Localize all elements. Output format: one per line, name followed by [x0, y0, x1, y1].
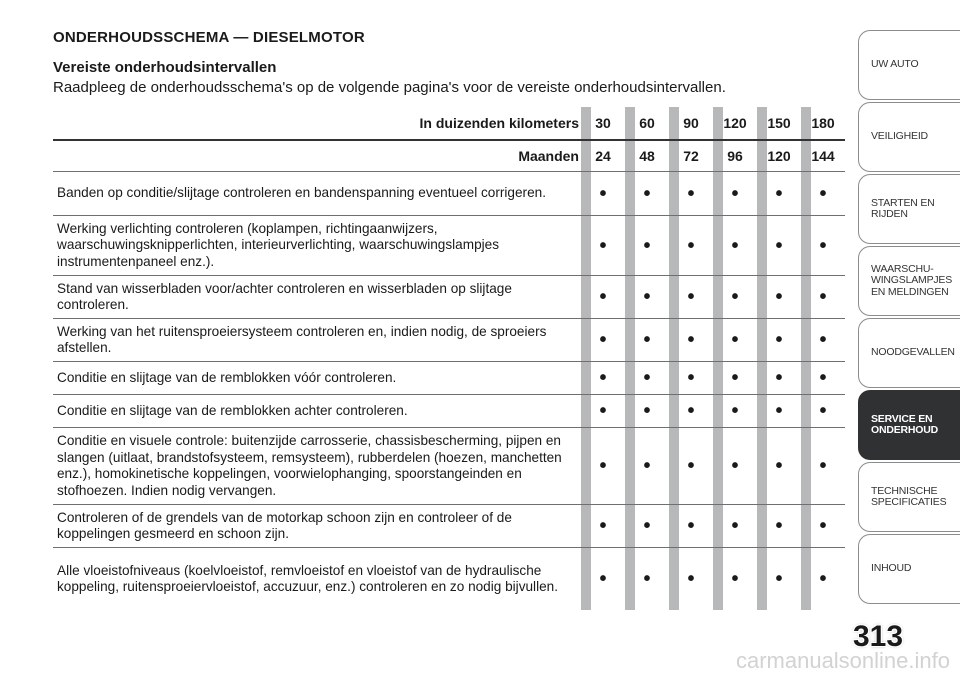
months-value: 96 [727, 148, 743, 164]
interval-cell [625, 548, 669, 610]
table-row [53, 276, 845, 319]
interval-cell [801, 172, 845, 215]
check-dot: • [643, 568, 651, 590]
chapter-tab-label: SERVICE EN ONDERHOUD [871, 412, 939, 436]
check-dot: • [643, 400, 651, 422]
months-value: 72 [683, 148, 699, 164]
check-dot: • [687, 367, 695, 389]
check-dot: • [775, 455, 783, 477]
interval-cell [757, 172, 801, 215]
check-dot: • [687, 515, 695, 537]
interval-cell [757, 395, 801, 427]
interval-cell [713, 276, 757, 318]
chapter-tab[interactable] [858, 318, 960, 388]
check-dot: • [775, 234, 783, 257]
check-dot: • [599, 286, 607, 308]
interval-cell [581, 276, 625, 318]
months-value: 120 [767, 148, 791, 164]
check-dot: • [775, 367, 783, 389]
interval-cell [713, 362, 757, 394]
interval-cell [801, 276, 845, 318]
table-row [53, 172, 845, 216]
check-dot: • [731, 400, 739, 422]
interval-cell [713, 172, 757, 215]
interval-cell [669, 362, 713, 394]
months-value: 144 [811, 148, 835, 164]
table-row [53, 548, 845, 610]
km-value: 60 [639, 115, 655, 131]
check-dot: • [731, 182, 739, 205]
interval-cell [713, 319, 757, 361]
chapter-tab[interactable] [858, 462, 960, 532]
interval-cell [757, 319, 801, 361]
check-dot: • [599, 568, 607, 590]
months-header-row [53, 141, 845, 172]
months-header-label: Maanden [518, 147, 579, 164]
check-dot: • [643, 329, 651, 351]
interval-cell [581, 216, 625, 275]
check-dot: • [687, 329, 695, 351]
interval-cell [713, 505, 757, 547]
check-dot: • [643, 515, 651, 537]
chapter-tab-label: INHOUD [871, 562, 912, 575]
interval-cell [669, 395, 713, 427]
interval-cell [713, 395, 757, 427]
interval-cell [669, 216, 713, 275]
check-dot: • [819, 234, 827, 257]
interval-cell [625, 395, 669, 427]
maintenance-task: Stand van wisserbladen voor/achter controleren en wisserbladen op slijtage controleren. [57, 280, 512, 312]
chapter-tab[interactable] [858, 534, 960, 604]
interval-cell [581, 319, 625, 361]
interval-cell [625, 172, 669, 215]
check-dot: • [819, 367, 827, 389]
km-value: 30 [595, 115, 611, 131]
interval-cell [581, 548, 625, 610]
interval-cell [757, 548, 801, 610]
check-dot: • [731, 367, 739, 389]
check-dot: • [643, 367, 651, 389]
interval-cell [801, 505, 845, 547]
km-header-label: In duizenden kilometers [419, 114, 579, 131]
check-dot: • [687, 234, 695, 257]
check-dot: • [819, 515, 827, 537]
watermark: carmanualsonline.info [735, 648, 950, 673]
table-row [53, 505, 845, 548]
interval-cell [581, 362, 625, 394]
maintenance-task: Conditie en slijtage van de remblokken achter controleren. [57, 402, 408, 418]
chapter-tab-label: VEILIGHEID [871, 130, 928, 143]
interval-cell [801, 428, 845, 504]
interval-cell [581, 395, 625, 427]
interval-cell [625, 428, 669, 504]
check-dot: • [687, 400, 695, 422]
check-dot: • [731, 286, 739, 308]
interval-cell [581, 505, 625, 547]
check-dot: • [731, 515, 739, 537]
interval-cell [625, 319, 669, 361]
maintenance-task: Controleren of de grendels van de motorkap schoon zijn en controleer of de koppelingen gesmeerd en schoon zijn. [57, 509, 512, 541]
maintenance-task: Alle vloeistofniveaus (koelvloeistof, remvloeistof en vloeistof van de hydraulische koppeling, ruitensproeiervloeistof, accuzuur, enz.) controleren en zo nodig bijvullen. [57, 562, 558, 594]
check-dot: • [819, 455, 827, 477]
check-dot: • [643, 286, 651, 308]
check-dot: • [775, 515, 783, 537]
interval-cell [713, 216, 757, 275]
km-header-row [53, 107, 845, 141]
check-dot: • [687, 455, 695, 477]
interval-cell [581, 428, 625, 504]
section-subtitle: Vereiste onderhoudsintervallen [53, 59, 277, 76]
interval-cell [581, 172, 625, 215]
chapter-tab-label: NOODGEVALLEN [871, 346, 955, 359]
maintenance-task: Conditie en visuele controle: buitenzijde carrosserie, chassisbescherming, pijpen en slangen (uitlaat, brandstofsysteem, remsysteem), rubberdelen (hoezen, manchetten enz.), homokinetische koppelingen, voorwielophanging, spoorstangeinden en stofhoezen. Indien nodig vervangen. [57, 433, 562, 498]
check-dot: • [731, 234, 739, 257]
check-dot: • [599, 367, 607, 389]
chapter-tab[interactable] [858, 390, 960, 460]
table-row [53, 362, 845, 395]
chapter-tab[interactable] [858, 174, 960, 244]
interval-cell [801, 395, 845, 427]
page-number: 313 [852, 620, 904, 653]
interval-cell [669, 172, 713, 215]
interval-cell [669, 548, 713, 610]
km-value: 150 [767, 115, 791, 131]
interval-cell [757, 276, 801, 318]
check-dot: • [643, 234, 651, 257]
interval-cell [625, 505, 669, 547]
interval-cell [801, 319, 845, 361]
interval-cell [625, 362, 669, 394]
check-dot: • [687, 568, 695, 590]
interval-cell [669, 428, 713, 504]
table-row [53, 216, 845, 276]
intro-text: Raadpleeg de onderhoudsschema's op de volgende pagina's voor de vereiste onderhoudsintervallen. [53, 79, 726, 96]
maintenance-task: Banden op conditie/slijtage controleren en bandenspanning eventueel corrigeren. [57, 185, 546, 201]
check-dot: • [599, 400, 607, 422]
interval-cell [757, 428, 801, 504]
interval-cell [713, 548, 757, 610]
chapter-tab[interactable] [858, 30, 960, 100]
check-dot: • [599, 455, 607, 477]
check-dot: • [775, 329, 783, 351]
chapter-tab[interactable] [858, 246, 960, 316]
interval-cell [801, 548, 845, 610]
interval-cell [669, 505, 713, 547]
chapter-tab-label: WAARSCHU-WINGSLAMPJES EN MELDINGEN [871, 262, 953, 298]
check-dot: • [819, 329, 827, 351]
maintenance-schedule-table [53, 107, 845, 610]
check-dot: • [819, 568, 827, 590]
table-row [53, 319, 845, 362]
check-dot: • [599, 234, 607, 257]
page-title: ONDERHOUDSSCHEMA — DIESELMOTOR [53, 29, 365, 46]
maintenance-task: Werking van het ruitensproeiersysteem controleren en, indien nodig, de sproeiers afstellen. [57, 323, 547, 355]
km-value: 120 [723, 115, 747, 131]
check-dot: • [599, 329, 607, 351]
check-dot: • [731, 568, 739, 590]
check-dot: • [819, 182, 827, 205]
chapter-tab[interactable] [858, 102, 960, 172]
check-dot: • [775, 286, 783, 308]
interval-cell [757, 362, 801, 394]
table-row [53, 428, 845, 505]
main-content [53, 28, 845, 610]
check-dot: • [643, 455, 651, 477]
check-dot: • [599, 515, 607, 537]
check-dot: • [819, 400, 827, 422]
months-value: 48 [639, 148, 655, 164]
check-dot: • [731, 455, 739, 477]
check-dot: • [643, 182, 651, 205]
interval-cell [801, 362, 845, 394]
km-value: 90 [683, 115, 699, 131]
interval-cell [757, 216, 801, 275]
interval-cell [625, 276, 669, 318]
check-dot: • [687, 286, 695, 308]
check-dot: • [775, 568, 783, 590]
interval-cell [669, 276, 713, 318]
interval-cell [713, 428, 757, 504]
km-value: 180 [811, 115, 835, 131]
table-row [53, 395, 845, 428]
check-dot: • [819, 286, 827, 308]
check-dot: • [687, 182, 695, 205]
check-dot: • [775, 400, 783, 422]
check-dot: • [775, 182, 783, 205]
chapter-tab-label: STARTEN EN RIJDEN [871, 196, 935, 220]
check-dot: • [731, 329, 739, 351]
maintenance-task: Werking verlichting controleren (koplampen, richtingaanwijzers, waarschuwingsknipperlichten, interieurverlichting, waarschuwingslampjes instrumentenpaneel enz.). [57, 220, 500, 269]
check-dot: • [599, 182, 607, 205]
maintenance-task: Conditie en slijtage van de remblokken vóór controleren. [57, 369, 397, 385]
interval-cell [625, 216, 669, 275]
interval-cell [669, 319, 713, 361]
months-value: 24 [595, 148, 611, 164]
chapter-tab-label: UW AUTO [871, 58, 919, 71]
interval-cell [801, 216, 845, 275]
chapter-tab-label: TECHNISCHE SPECIFICATIES [871, 484, 947, 508]
interval-cell [757, 505, 801, 547]
